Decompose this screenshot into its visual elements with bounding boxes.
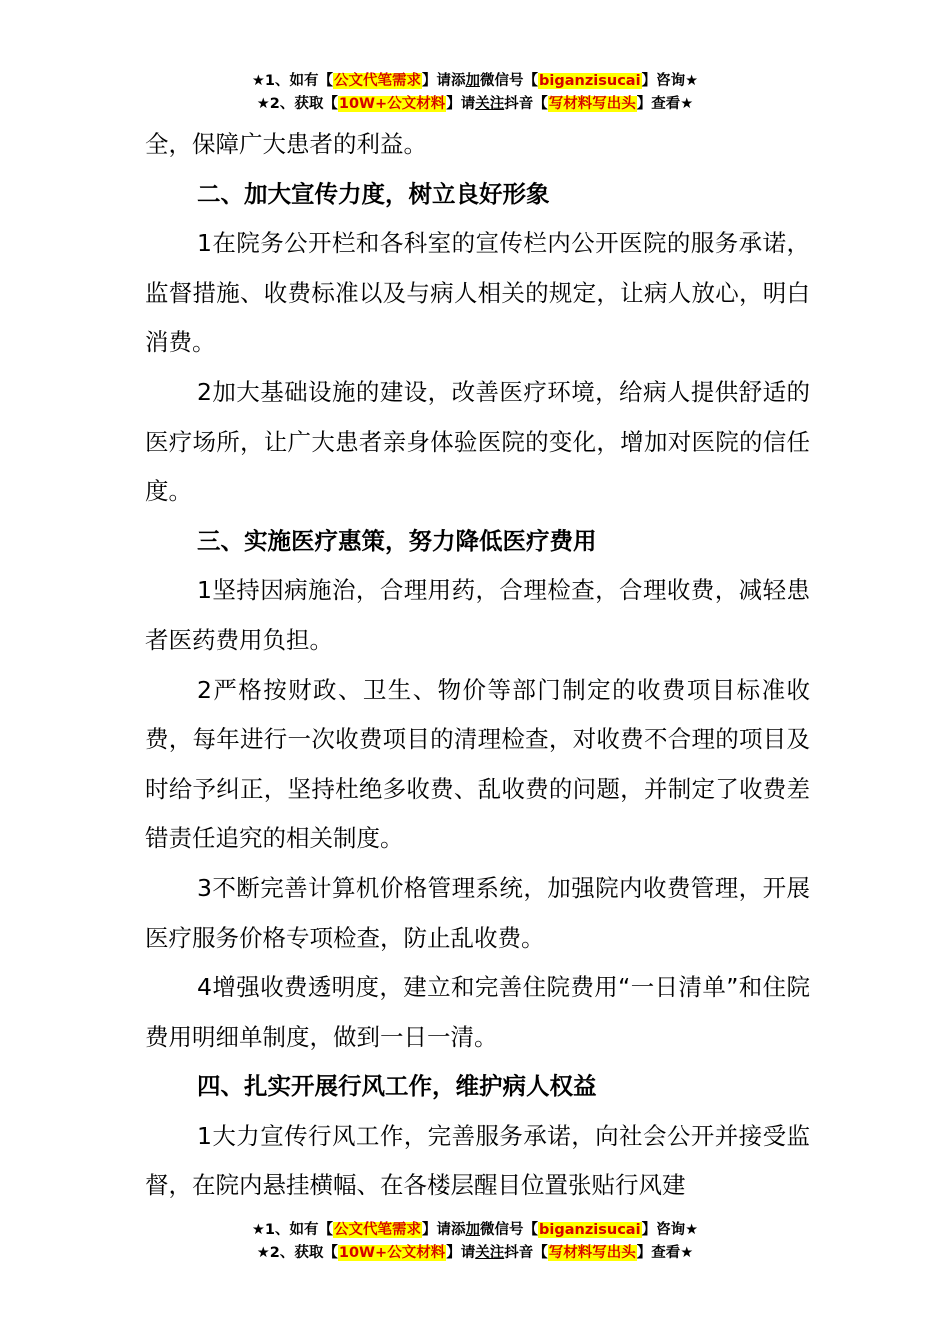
banner-line-1: ★1、如有【公文代笔需求】请添加微信号【biganzisucai】咨询★ [251,1222,699,1238]
paragraph: 4增强收费透明度，建立和完善住院费用“一日清单”和住院费用明细单制度，做到一日一清。 [145,973,810,1051]
highlight-tag: 公文代笔需求 [334,1222,422,1238]
highlight-tag: 10W+公文材料 [338,96,446,112]
bottom-banner [0,1219,950,1265]
paragraph: 1坚持因病施治，合理用药，合理检查，合理收费，减轻患者医药费用负担。 [145,576,810,654]
wechat-id: biganzisucai [539,73,641,89]
banner-line-2: ★2、获取【10W+公文材料】请关注抖音【写材料写出头】查看★ [256,96,694,112]
paragraph: 2严格按财政、卫生、物价等部门制定的收费项目标准收费，每年进行一次收费项目的清理检查，对收费不合理的项目及时给予纠正，坚持杜绝多收费、乱收费的问题，并制定了收费差错责任追究的相关制度。 [145,675,810,853]
top-banner [0,70,950,116]
highlight-tag: 公文代笔需求 [334,73,422,89]
wechat-id: biganzisucai [539,1222,641,1238]
banner-line-1: ★1、如有【公文代笔需求】请添加微信号【biganzisucai】咨询★ [251,73,699,89]
section-heading-2: 二、加大宣传力度，树立良好形象 [197,179,550,208]
paragraph: 1在院务公开栏和各科室的宣传栏内公开医院的服务承诺，监督措施、收费标准以及与病人相关的规定，让病人放心，明白消费。 [145,229,810,357]
section-heading-3: 三、实施医疗惠策，努力降低医疗费用 [197,526,597,555]
document-body [145,120,810,1211]
paragraph: 3不断完善计算机价格管理系统，加强院内收费管理，开展医疗服务价格专项检查，防止乱收费。 [145,873,810,952]
douyin-account: 写材料写出头 [548,96,636,112]
paragraph: 2加大基础设施的建设，改善医疗环境，给病人提供舒适的医疗场所，让广大患者亲身体验医院的变化，增加对医院的信任度。 [145,377,810,506]
section-heading-4: 四、扎实开展行风工作，维护病人权益 [197,1072,597,1101]
banner-line-2: ★2、获取【10W+公文材料】请关注抖音【写材料写出头】查看★ [256,1245,694,1261]
douyin-account: 写材料写出头 [548,1245,636,1261]
highlight-tag: 10W+公文材料 [338,1245,446,1261]
paragraph: 全，保障广大患者的利益。 [145,130,427,158]
paragraph: 1大力宣传行风工作，完善服务承诺，向社会公开并接受监督，在院内悬挂横幅、在各楼层醒目位置张贴行风建 [145,1121,810,1200]
